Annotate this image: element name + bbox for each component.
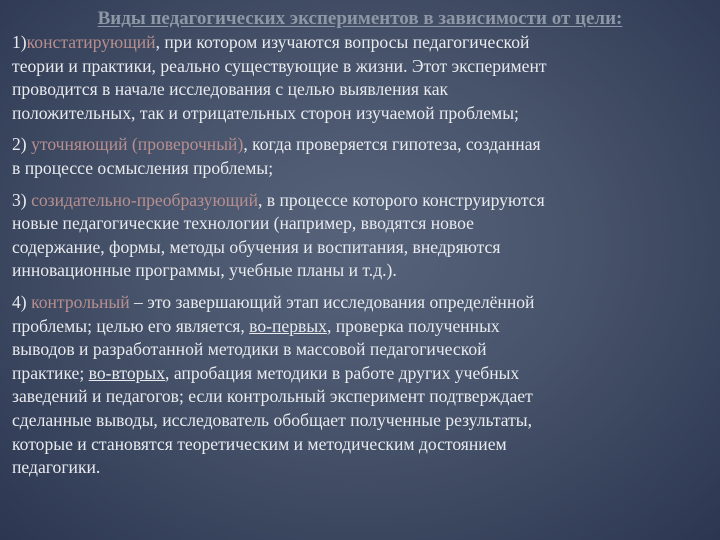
item-2-line-1 xyxy=(12,133,714,157)
item-1-line-3: проводится в начале исследования с целью выявления как xyxy=(12,79,449,100)
item-4-first-underlined: во-первых xyxy=(249,315,327,336)
item-1-line-2: теории и практики, реально существующие в жизни. Этот эксперимент xyxy=(12,55,547,76)
item-1-line-1 xyxy=(12,31,714,55)
item-4-line-7: которые и становятся теоретическим и методическим достоянием xyxy=(12,433,507,454)
item-1-number: 1) xyxy=(12,32,27,52)
item-2-number: 2) xyxy=(12,134,32,155)
item-4-line-6: сделанные выводы, исследователь обобщает полученные результаты, xyxy=(12,409,533,430)
item-1-text: , при котором изучаются вопросы педагогической xyxy=(155,32,530,52)
item-4-line-2-text-a: проблемы; целью его является, xyxy=(12,315,250,336)
item-2-line-2: в процессе осмысления проблемы; xyxy=(12,157,274,178)
item-4-second-underlined: во-вторых xyxy=(88,362,166,383)
item-4-text: – это завершающий этап исследования определённой xyxy=(129,291,535,312)
item-4-line-2-text-b: , проверка полученных xyxy=(326,315,500,336)
item-2-text: , когда проверяется гипотеза, созданная xyxy=(243,134,541,155)
list-item-3 xyxy=(12,189,714,283)
slide-title: Виды педагогических экспериментов в зависимости от цели: xyxy=(97,8,623,29)
item-3-line-3: содержание, формы, методы обучения и воспитания, внедряются xyxy=(12,236,501,257)
item-4-line-1 xyxy=(12,291,714,315)
item-1-term: констатирующий xyxy=(26,32,156,52)
list-item-4 xyxy=(12,291,714,480)
item-4-line-4 xyxy=(12,362,714,386)
slide-body xyxy=(12,31,714,480)
item-1-line-4: положительных, так и отрицательных сторон изучаемой проблемы; xyxy=(12,102,519,123)
item-4-line-8: педагогики. xyxy=(12,457,101,478)
item-4-number: 4) xyxy=(12,291,32,312)
item-3-line-1 xyxy=(12,189,714,213)
item-4-line-4-text-a: практике; xyxy=(12,362,89,383)
item-4-line-2 xyxy=(12,315,714,339)
item-4-line-4-text-b: , апробация методики в работе других учебных xyxy=(165,362,520,383)
item-3-term: созидательно-преобразующий xyxy=(31,189,258,210)
item-4-line-5: заведений и педагогов; если контрольный эксперимент подтверждает xyxy=(12,386,533,407)
item-4-line-3: выводов и разработанной методики в массовой педагогической xyxy=(12,339,487,360)
list-item-1 xyxy=(12,31,714,125)
item-3-number: 3) xyxy=(12,189,32,210)
item-2-term: уточняющий (проверочный) xyxy=(31,134,244,155)
item-3-line-2: новые педагогические технологии (например, вводятся новое xyxy=(12,213,474,234)
item-3-line-4: инновационные программы, учебные планы и т.д.). xyxy=(12,260,397,281)
item-4-term: контрольный xyxy=(31,291,130,312)
item-3-text: , в процессе которого конструируются xyxy=(258,189,545,210)
list-item-2 xyxy=(12,133,714,180)
